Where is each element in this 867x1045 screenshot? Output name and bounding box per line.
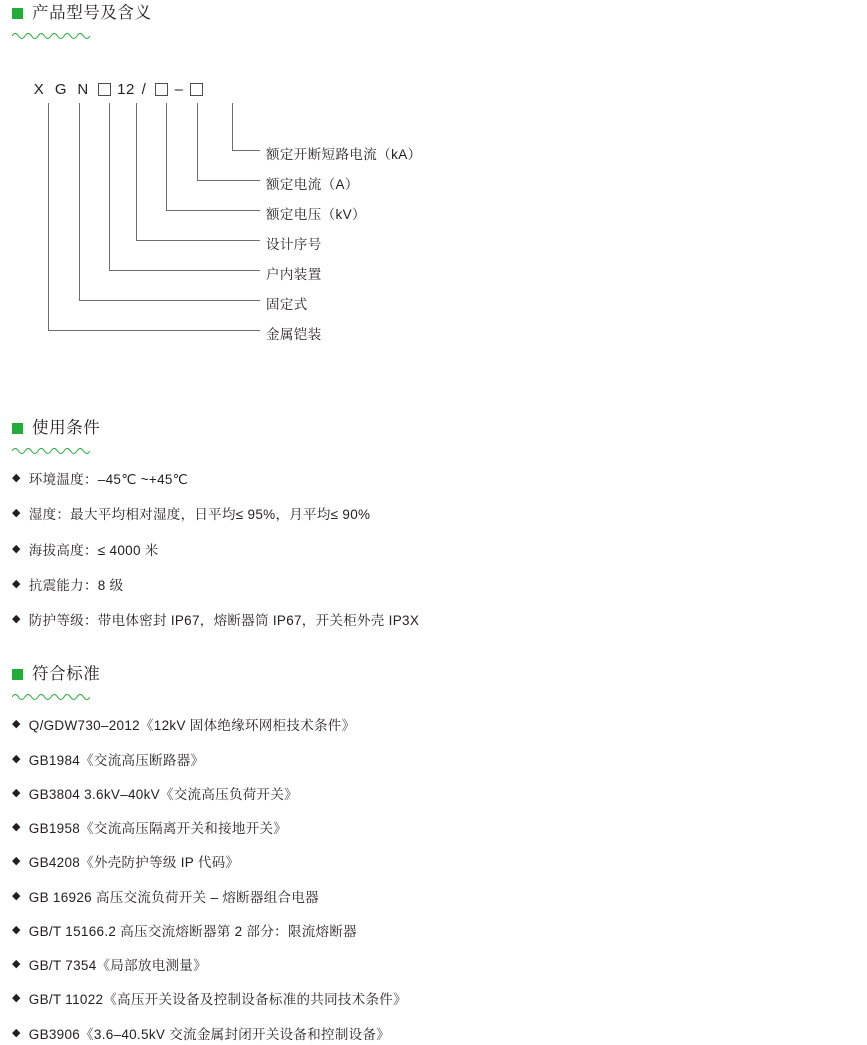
diamond-bullet-icon: ◆	[12, 752, 21, 765]
list-item-label: 湿度：最大平均相对湿度，日平均≤ 95%，月平均≤ 90%	[28, 507, 371, 523]
list-item-label: GB/T 15166.2 高压交流熔断器第 2 部分：限流熔断器	[28, 923, 357, 939]
model-code-diagram	[0, 51, 867, 371]
model-label-breaking-current: 额定开断短路电流（kA）	[266, 147, 422, 162]
model-box-design-serial	[98, 83, 111, 96]
model-char-n: N	[77, 81, 89, 98]
diamond-bullet-icon: ◆	[12, 577, 21, 590]
section-title: 符合标准	[32, 665, 101, 683]
list-item	[0, 505, 867, 525]
diamond-bullet-icon: ◆	[12, 992, 21, 1005]
list-item-label: 环境温度：–45℃ ~+45℃	[28, 472, 189, 487]
model-dash: –	[174, 81, 184, 98]
model-number-12: 12	[117, 81, 135, 98]
model-slash: /	[141, 81, 147, 98]
list-item-label: 海拔高度：≤ 4000 米	[28, 542, 159, 558]
list-item	[0, 751, 867, 771]
list-item	[0, 470, 867, 490]
list-item	[0, 1025, 867, 1045]
model-label-metal-clad: 金属铠装	[266, 327, 322, 342]
wave-divider-icon	[12, 692, 90, 700]
section-header-standards	[0, 661, 867, 687]
diamond-bullet-icon: ◆	[12, 718, 21, 731]
list-item	[0, 576, 867, 596]
model-char-x: X	[33, 81, 45, 98]
diamond-bullet-icon: ◆	[12, 472, 21, 484]
section-title: 使用条件	[32, 418, 101, 437]
diamond-bullet-icon: ◆	[12, 1026, 21, 1039]
diamond-bullet-icon: ◆	[12, 786, 21, 799]
green-square-icon	[12, 669, 23, 680]
list-item	[0, 716, 867, 736]
leader-line-7	[48, 103, 260, 331]
diamond-bullet-icon: ◆	[12, 923, 21, 936]
model-label-design-serial: 设计序号	[266, 237, 322, 252]
diamond-bullet-icon: ◆	[12, 958, 21, 970]
model-box-rated-current	[155, 83, 168, 96]
model-char-g: G	[54, 81, 68, 98]
green-square-icon	[12, 423, 23, 434]
diamond-bullet-icon: ◆	[12, 821, 21, 833]
list-item	[0, 990, 867, 1010]
standards-list	[0, 716, 867, 1045]
list-item-label: GB3906《3.6–40.5kV 交流金属封闭开关设备和控制设备》	[28, 1026, 391, 1042]
list-item-label: 抗震能力：8 级	[28, 577, 124, 593]
list-item	[0, 541, 867, 561]
model-label-rated-voltage: 额定电压（kV）	[266, 207, 366, 222]
diamond-bullet-icon: ◆	[12, 613, 21, 625]
list-item-label: GB3804 3.6kV–40kV《交流高压负荷开关》	[28, 786, 298, 802]
model-box-breaking-current	[190, 83, 203, 96]
section-product-model	[0, 0, 867, 371]
model-label-fixed-type: 固定式	[266, 297, 308, 312]
list-item	[0, 922, 867, 942]
model-code-row	[28, 81, 207, 98]
model-label-rated-current: 额定电流（A）	[266, 177, 359, 192]
list-item-label: Q/GDW730–2012《12kV 固体绝缘环网柜技术条件》	[28, 718, 356, 734]
list-item-label: GB 16926 高压交流负荷开关 – 熔断器组合电器	[28, 889, 319, 905]
usage-conditions-list	[0, 470, 867, 631]
list-item	[0, 819, 867, 839]
section-header-usage	[0, 415, 867, 441]
list-item	[0, 785, 867, 805]
diamond-bullet-icon: ◆	[12, 855, 21, 868]
list-item-label: GB1984《交流高压断路器》	[28, 752, 205, 768]
list-item	[0, 888, 867, 908]
list-item-label: GB/T 7354《局部放电测量》	[28, 958, 207, 973]
section-standards	[0, 661, 867, 1045]
green-square-icon	[12, 8, 23, 19]
section-header-product-model	[0, 0, 867, 26]
wave-divider-icon	[12, 446, 90, 454]
section-usage-conditions	[0, 415, 867, 631]
list-item	[0, 611, 867, 631]
diamond-bullet-icon: ◆	[12, 542, 21, 555]
model-label-indoor-device: 户内装置	[266, 267, 322, 282]
list-item-label: GB4208《外壳防护等级 IP 代码》	[28, 855, 240, 871]
list-item-label: GB1958《交流高压隔离开关和接地开关》	[28, 821, 288, 836]
list-item-label: 防护等级：带电体密封 IP67，熔断器筒 IP67，开关柜外壳 IP3X	[28, 613, 420, 628]
list-item	[0, 956, 867, 976]
diamond-bullet-icon: ◆	[12, 507, 21, 520]
list-item-label: GB/T 11022《高压开关设备及控制设备标准的共同技术条件》	[28, 992, 407, 1008]
diamond-bullet-icon: ◆	[12, 889, 21, 902]
list-item	[0, 853, 867, 873]
section-title: 产品型号及含义	[32, 3, 152, 22]
wave-divider-icon	[12, 31, 90, 39]
